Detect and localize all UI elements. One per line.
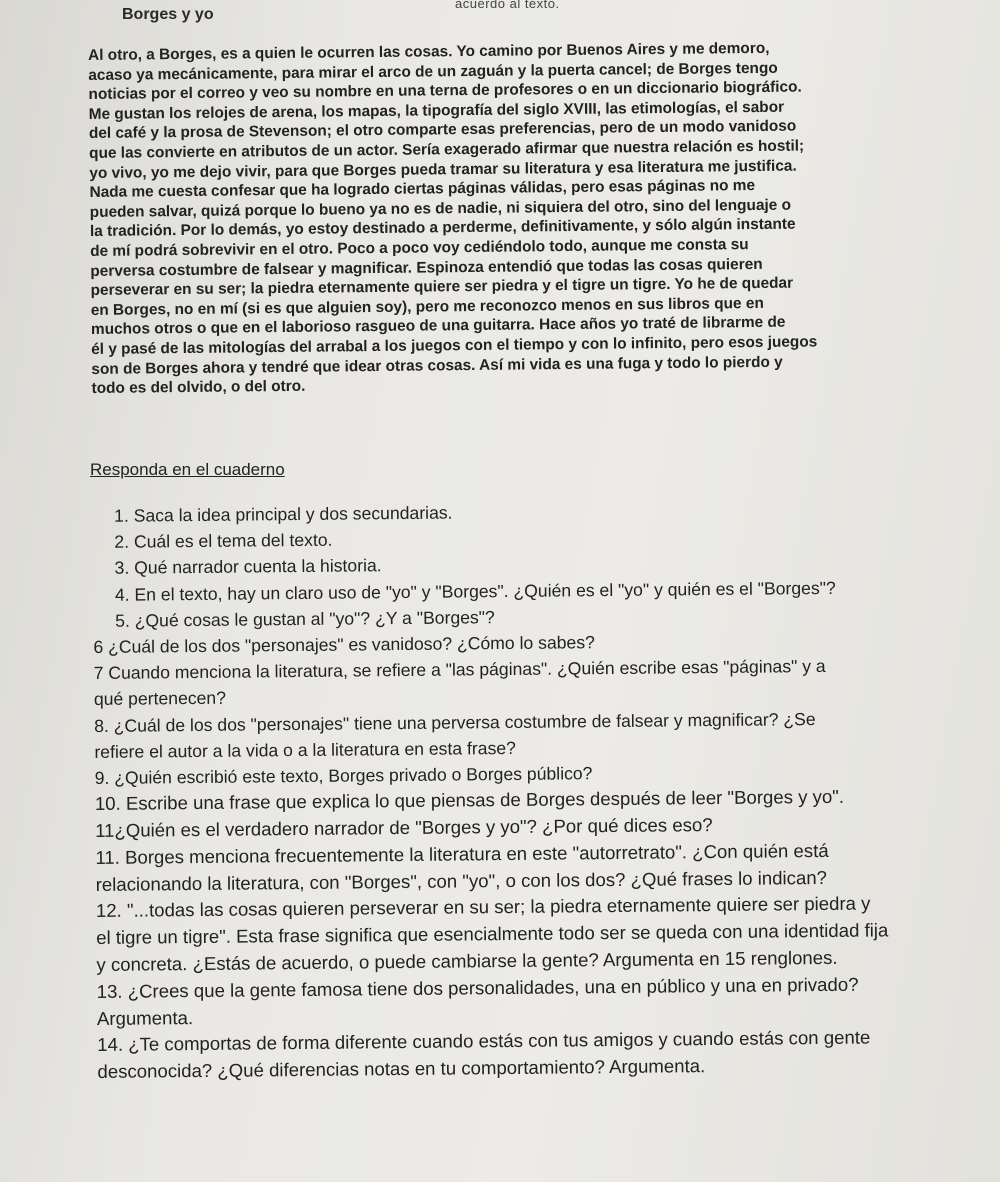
question-line: desconocida? ¿Qué diferencias notas en tu comportamiento? Argumenta.	[97, 1055, 706, 1083]
question-line: 14. ¿Te comportas de forma diferente cuando estás con tus amigos y cuando estás con gente	[97, 1026, 871, 1056]
passage-line: yo vivo, yo me dejo vivir, para que Borges pueda tramar su literatura y esa literatura me justifica.	[89, 157, 797, 182]
passage-line: Al otro, a Borges, es a quien le ocurren las cosas. Yo camino por Buenos Aires y me demoro,	[88, 39, 770, 64]
passage-line: él y pasé de las mitologías del arrabal a los juegos con el tiempo y con lo infinito, pero esos juegos	[91, 333, 818, 358]
question-line: 3. Qué narrador cuenta la historia.	[114, 555, 382, 579]
question-line: 6 ¿Cuál de los dos "personajes" es vanidoso? ¿Cómo lo sabes?	[93, 632, 595, 658]
question-line: 13. ¿Crees que la gente famosa tiene dos personalidades, una en público y una en privado?	[96, 973, 859, 1002]
passage-text	[88, 37, 914, 398]
passage-line: muchos otros o que en el laborioso rasgueo de una guitarra. Hace años yo traté de librarme de	[90, 314, 786, 339]
passage-line: Nada me cuesta confesar que ha logrado ciertas páginas válidas, pero esas páginas no me	[89, 177, 756, 202]
question-line: y concreta. ¿Estás de acuerdo, o puede cambiarse la gente? Argumenta en 15 renglones.	[96, 946, 838, 975]
question-line: relacionando la literatura, con "Borges", con "yo", o con los dos? ¿Qué frases lo indican?	[95, 866, 828, 895]
question-line: refiere el autor a la vida o a la literatura en esta frase?	[94, 737, 516, 762]
passage-line: son de Borges ahora y tendré que idear otras cosas. Así mi vida es una fuga y todo lo pierdo y	[91, 353, 783, 378]
passage-line: Me gustan los relojes de arena, los mapas, la tipografía del siglo XVIII, las etimologías, el sabor	[88, 98, 785, 123]
section-heading: Responda en el cuaderno	[90, 460, 285, 479]
passage-line: noticias por el correo y veo su nombre en una terna de profesores o en un diccionario biográfico.	[88, 78, 802, 104]
passage-line: pueden salvar, quizá porque lo bueno ya no es de nadie, ni siquiera del otro, sino del lenguaje o	[89, 196, 792, 221]
passage-line: perseverar en su ser; la piedra eternamente quiere ser piedra y el tigre un tigre. Yo he de quedar	[90, 274, 794, 300]
question-line: 2. Cuál es el tema del texto.	[114, 529, 333, 552]
question-line: qué pertenecen?	[93, 688, 227, 710]
passage-line: todo es del olvido, o del otro.	[91, 377, 306, 398]
question-line: 5. ¿Qué cosas le gustan al "yo"? ¿Y a "Borges"?	[115, 606, 495, 631]
question-line: 10. Escribe una frase que explica lo que piensas de Borges después de leer "Borges y yo".	[94, 786, 845, 815]
passage-line: en Borges, no en mí (si es que alguien soy), pero me reconozco menos en sus libros que en	[90, 294, 764, 319]
question-line: 12. "...todas las cosas quieren perseverar en su ser; la piedra eternamente quiere ser piedra y	[95, 892, 871, 922]
question-line: 11¿Quién es el verdadero narrador de "Borges y yo"? ¿Por qué dices eso?	[95, 814, 713, 842]
question-line: el tigre un tigre". Esta frase significa que esencialmente todo ser se queda con una identidad fija	[96, 919, 889, 949]
question-line: 11. Borges menciona frecuentemente la literatura en este "autorretrato". ¿Con quién está	[95, 839, 829, 868]
passage-line: del café y la prosa de Stevenson; el otro comparte esas preferencias, pero de un modo vanidoso	[88, 117, 797, 143]
passage-line: la tradición. Por lo demás, yo estoy destinado a perderme, definitivamente, y sólo algún instante	[89, 215, 796, 241]
question-line: 1. Saca la idea principal y dos secundarias.	[114, 502, 453, 526]
question-list	[92, 495, 978, 1086]
passage-line: que las convierte en atributos de un actor. Sería exagerado afirmar que nuestra relación es hostil;	[89, 137, 805, 162]
passage-line: de mí podrá sobrevivir en el otro. Poco a poco voy cediéndolo todo, aunque me consta su	[90, 236, 749, 260]
passage-line: acaso ya mecánicamente, para mirar el arco de un zaguán y la puerta cancel; de Borges tengo	[88, 59, 778, 84]
passage-line: perversa costumbre de falsear y magnificar. Espinoza entendió que todas las cosas quieren	[90, 255, 763, 280]
header-fragment: acuerdo al texto.	[455, 0, 560, 11]
question-line: 8. ¿Cuál de los dos "personajes" tiene una perversa costumbre de falsear y magnificar? ¿Se	[94, 708, 816, 736]
question-line: 7 Cuando menciona la literatura, se refiere a "las páginas". ¿Quién escribe esas "páginas" y a	[93, 656, 826, 684]
question-line: 9. ¿Quién escribió este texto, Borges privado o Borges público?	[94, 763, 593, 789]
question-line: Argumenta.	[96, 1006, 194, 1029]
question-line: 4. En el texto, hay un claro uso de "yo" y "Borges". ¿Quién es el "yo" y quién es el "Borges"?	[114, 577, 836, 605]
document-title: Borges y yo	[122, 6, 214, 23]
